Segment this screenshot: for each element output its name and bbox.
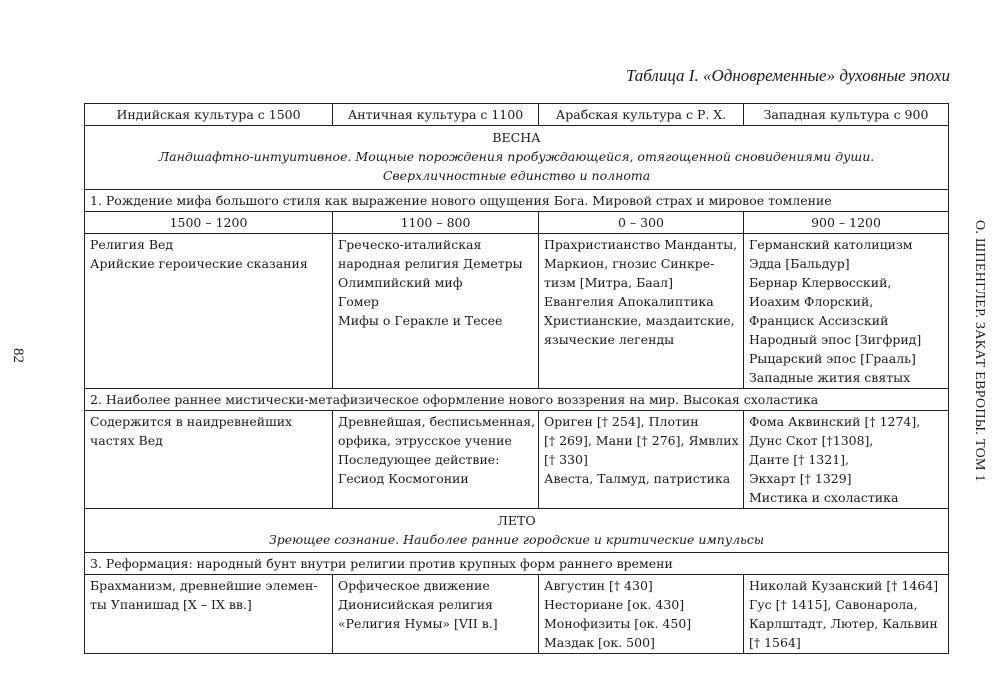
season-title-spring: ВЕСНА — [492, 130, 541, 145]
list-item: Прахристианство Манданты, — [544, 237, 738, 252]
list-item: Религия Вед — [90, 237, 174, 252]
list-item: Ориген [† 254], Плотин — [544, 414, 699, 429]
list-item: Данте [† 1321], — [749, 452, 849, 467]
list-item: Гесиод Космогонии — [338, 471, 469, 486]
list-item: Карлштадт, Лютер, Кальвин — [749, 616, 938, 631]
dates-row — [85, 212, 949, 234]
list-item: Гус [† 1415], Савонарола, — [749, 597, 918, 612]
column-header-indian: Индийская культура с 1500 — [85, 104, 333, 126]
list-item: Фома Аквинский [† 1274], — [749, 414, 921, 429]
list-item: Дионисийская религия — [338, 597, 493, 612]
list-item: Августин [† 430] — [544, 578, 653, 593]
list-item: ты Упанишад [X – IX вв.] — [90, 597, 252, 612]
cell-antique — [333, 411, 539, 509]
date-range-western: 900 – 1200 — [744, 212, 949, 234]
cell-western — [744, 575, 949, 654]
section-heading-3: 3. Реформация: народный бунт внутри религии против крупных форм раннего времени — [85, 553, 949, 575]
section-heading-row — [85, 389, 949, 411]
date-range-indian: 1500 – 1200 — [85, 212, 333, 234]
list-item: Народный эпос [Зигфрид] — [749, 332, 922, 347]
list-item: Николай Кузанский [† 1464] — [749, 578, 939, 593]
list-item: Евангелия Апокалиптика — [544, 294, 714, 309]
column-header-arabic: Арабская культура с Р. Х. — [539, 104, 744, 126]
cell-antique — [333, 234, 539, 389]
page-number: 82 — [10, 348, 26, 363]
section-3-content-row — [85, 575, 949, 654]
section-heading-1: 1. Рождение мифа большого стиля как выражение нового ощущения Бога. Мировой страх и мировое томление — [85, 190, 949, 212]
cell-arabic — [539, 575, 744, 654]
list-item: Германский католицизм — [749, 237, 913, 252]
section-heading-row — [85, 553, 949, 575]
spring-row — [85, 126, 949, 190]
date-range-antique: 1100 – 800 — [333, 212, 539, 234]
cell-indian — [85, 234, 333, 389]
list-item: Содержится в наидревнейших — [90, 414, 293, 429]
list-item: [† 330] — [544, 452, 588, 467]
list-item: [† 269], Мани [† 276], Ямвлих — [544, 433, 739, 448]
list-item: Монофизиты [ок. 450] — [544, 616, 692, 631]
cell-indian — [85, 575, 333, 654]
list-item: Орфическое движение — [338, 578, 490, 593]
list-item: Арийские героические сказания — [90, 256, 308, 271]
cell-western — [744, 411, 949, 509]
section-1-content-row — [85, 234, 949, 389]
list-item: языческие легенды — [544, 332, 675, 347]
list-item: тизм [Митра, Баал] — [544, 275, 673, 290]
column-header-western: Западная культура с 900 — [744, 104, 949, 126]
cell-antique — [333, 575, 539, 654]
list-item: Греческо-италийская — [338, 237, 482, 252]
section-2-content-row — [85, 411, 949, 509]
list-item: Западные жития святых — [749, 370, 911, 385]
list-item: Христианские, маздаитские, — [544, 313, 735, 328]
section-heading-2: 2. Наиболее раннее мистически-метафизическое оформление нового воззрения на мир. Высокая схоластика — [85, 389, 949, 411]
cell-indian — [85, 411, 333, 509]
cell-arabic — [539, 411, 744, 509]
column-header-antique: Античная культура с 1100 — [333, 104, 539, 126]
list-item: [† 1564] — [749, 635, 801, 650]
list-item: Франциск Ассизский — [749, 313, 889, 328]
season-description-spring: Ландшафтно-интуитивное. Мощные порождения пробуждающейся, отягощенной сновидениями души. Сверхличностные единство и полнота — [158, 149, 875, 183]
list-item: Брахманизм, древнейшие элемен- — [90, 578, 318, 593]
list-item: «Религия Нумы» [VII в.] — [338, 616, 498, 631]
list-item: Гомер — [338, 294, 379, 309]
list-item: Последующее действие: — [338, 452, 500, 467]
summer-row — [85, 509, 949, 553]
list-item: Авеста, Талмуд, патристика — [544, 471, 731, 486]
date-range-arabic: 0 – 300 — [539, 212, 744, 234]
cell-arabic — [539, 234, 744, 389]
list-item: орфика, этрусское учение — [338, 433, 512, 448]
section-heading-row — [85, 190, 949, 212]
season-description-summer: Зреющее сознание. Наиболее ранние городские и критические импульсы — [268, 532, 765, 547]
list-item: Маркион, гнозис Синкре- — [544, 256, 715, 271]
list-item: Иоахим Флорский, — [749, 294, 874, 309]
running-header: О. ШПЕНГЛЕР. ЗАКАТ ЕВРОПЫ. ТОМ 1 — [972, 220, 987, 482]
list-item: Рыцарский эпос [Грааль] — [749, 351, 916, 366]
list-item: Маздак [ок. 500] — [544, 635, 655, 650]
list-item: народная религия Деметры — [338, 256, 523, 271]
list-item: Бернар Клервосский, — [749, 275, 892, 290]
table-title: Таблица I. «Одновременные» духовные эпохи — [625, 66, 950, 85]
list-item: Несториане [ок. 430] — [544, 597, 685, 612]
header-row — [85, 104, 949, 126]
list-item: Древнейшая, бесписьменная, — [338, 414, 536, 429]
list-item: Эдда [Бальдур] — [749, 256, 850, 271]
epochs-table — [84, 103, 949, 654]
season-title-summer: ЛЕТО — [497, 513, 536, 528]
list-item: Дунс Скот [†1308], — [749, 433, 874, 448]
list-item: частях Вед — [90, 433, 163, 448]
list-item: Мистика и схоластика — [749, 490, 899, 505]
cell-western — [744, 234, 949, 389]
list-item: Олимпийский миф — [338, 275, 463, 290]
list-item: Экхарт [† 1329] — [749, 471, 852, 486]
list-item: Мифы о Геракле и Тесее — [338, 313, 503, 328]
